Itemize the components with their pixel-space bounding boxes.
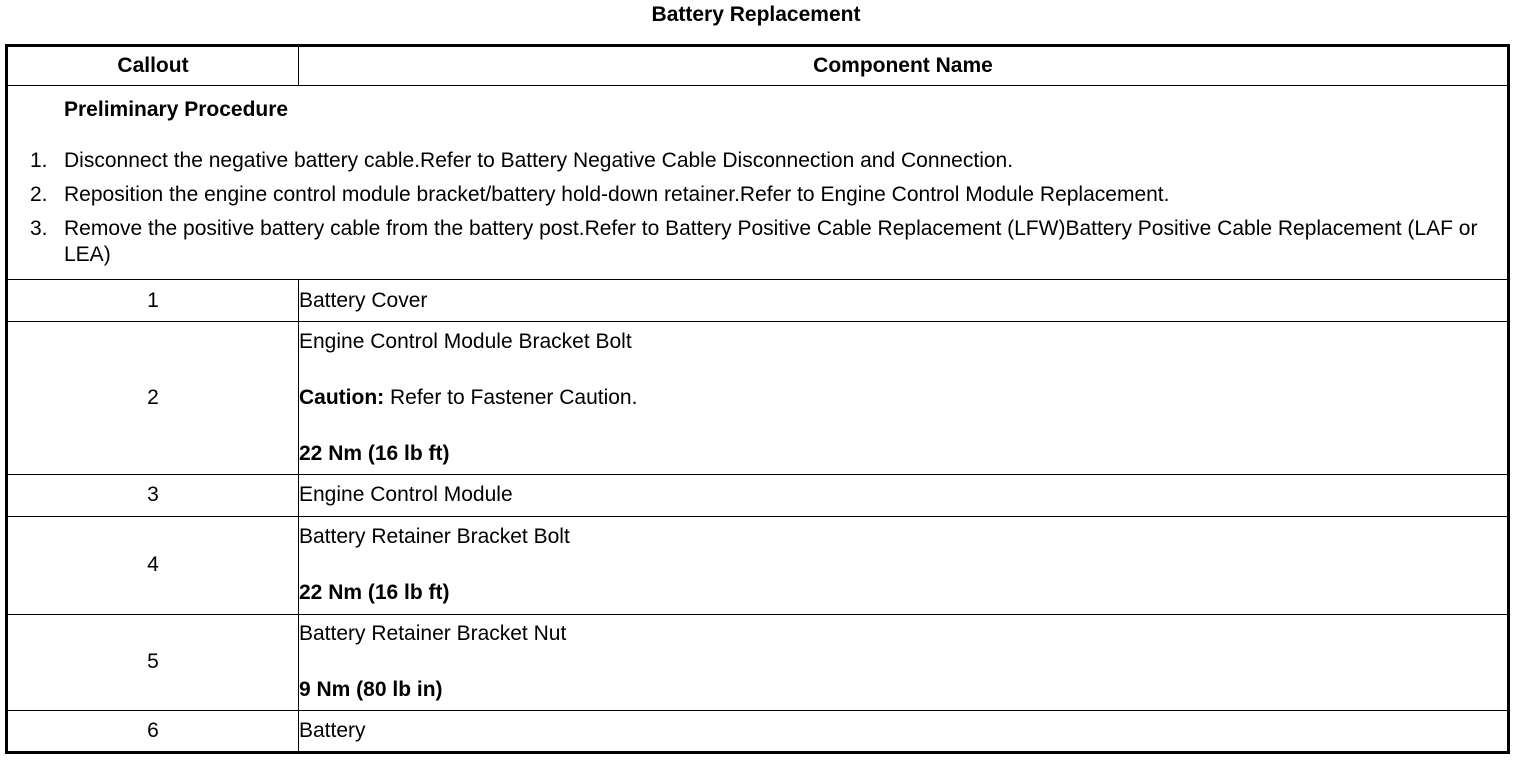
table-row (7, 280, 1509, 322)
caution-note (299, 385, 1507, 411)
preliminary-step (8, 182, 1507, 208)
component-name-cell (299, 516, 1509, 614)
callout-cell: 1 (7, 280, 299, 322)
preliminary-steps-list (8, 148, 1507, 268)
callout-cell: 2 (7, 322, 299, 474)
component-name-cell: Engine Control Module (299, 474, 1509, 516)
component-name: Battery Retainer Bracket Bolt (299, 525, 570, 549)
component-name-cell: Battery (299, 710, 1509, 752)
table-row (7, 710, 1509, 752)
step-text: Remove the positive battery cable from the battery post.Refer to Battery Positive Cable Replacement (LFW)Battery Positive Cable Replacement (LAF or LEA) (64, 216, 1478, 266)
preliminary-procedure-row (7, 86, 1509, 280)
table-header-row (7, 46, 1509, 86)
component-name: Engine Control Module Bracket Bolt (299, 329, 632, 353)
step-number: 2. (30, 182, 48, 206)
component-name: Battery Retainer Bracket Nut (299, 622, 567, 646)
step-number: 1. (30, 148, 48, 172)
preliminary-step (8, 216, 1507, 268)
step-text: Disconnect the negative battery cable.Refer to Battery Negative Cable Disconnection and Connection. (64, 148, 1014, 172)
preliminary-procedure-heading: Preliminary Procedure (64, 97, 289, 121)
caution-text: Refer to Fastener Caution. (384, 385, 638, 409)
component-name-cell (299, 614, 1509, 710)
component-name-cell: Battery Cover (299, 280, 1509, 322)
torque-spec: 9 Nm (80 lb in) (299, 678, 443, 702)
table-row (7, 322, 1509, 474)
component-table (5, 44, 1510, 754)
preliminary-step (8, 148, 1507, 174)
page-title: Battery Replacement (651, 3, 861, 26)
callout-cell: 5 (7, 614, 299, 710)
torque-spec: 22 Nm (16 lb ft) (299, 581, 450, 605)
component-name-cell (299, 322, 1509, 474)
table-row (7, 516, 1509, 614)
torque-spec: 22 Nm (16 lb ft) (299, 441, 450, 465)
step-text: Reposition the engine control module bracket/battery hold-down retainer.Refer to Engine Control Module Replacement. (64, 182, 1170, 206)
caution-label: Caution: (299, 385, 385, 409)
table-row (7, 474, 1509, 516)
component-name-column-header: Component Name (299, 46, 1509, 86)
callout-cell: 4 (7, 516, 299, 614)
table-row (7, 614, 1509, 710)
step-number: 3. (30, 216, 48, 240)
callout-cell: 3 (7, 474, 299, 516)
preliminary-procedure-cell (7, 86, 1509, 280)
callout-column-header: Callout (7, 46, 299, 86)
callout-cell: 6 (7, 710, 299, 752)
